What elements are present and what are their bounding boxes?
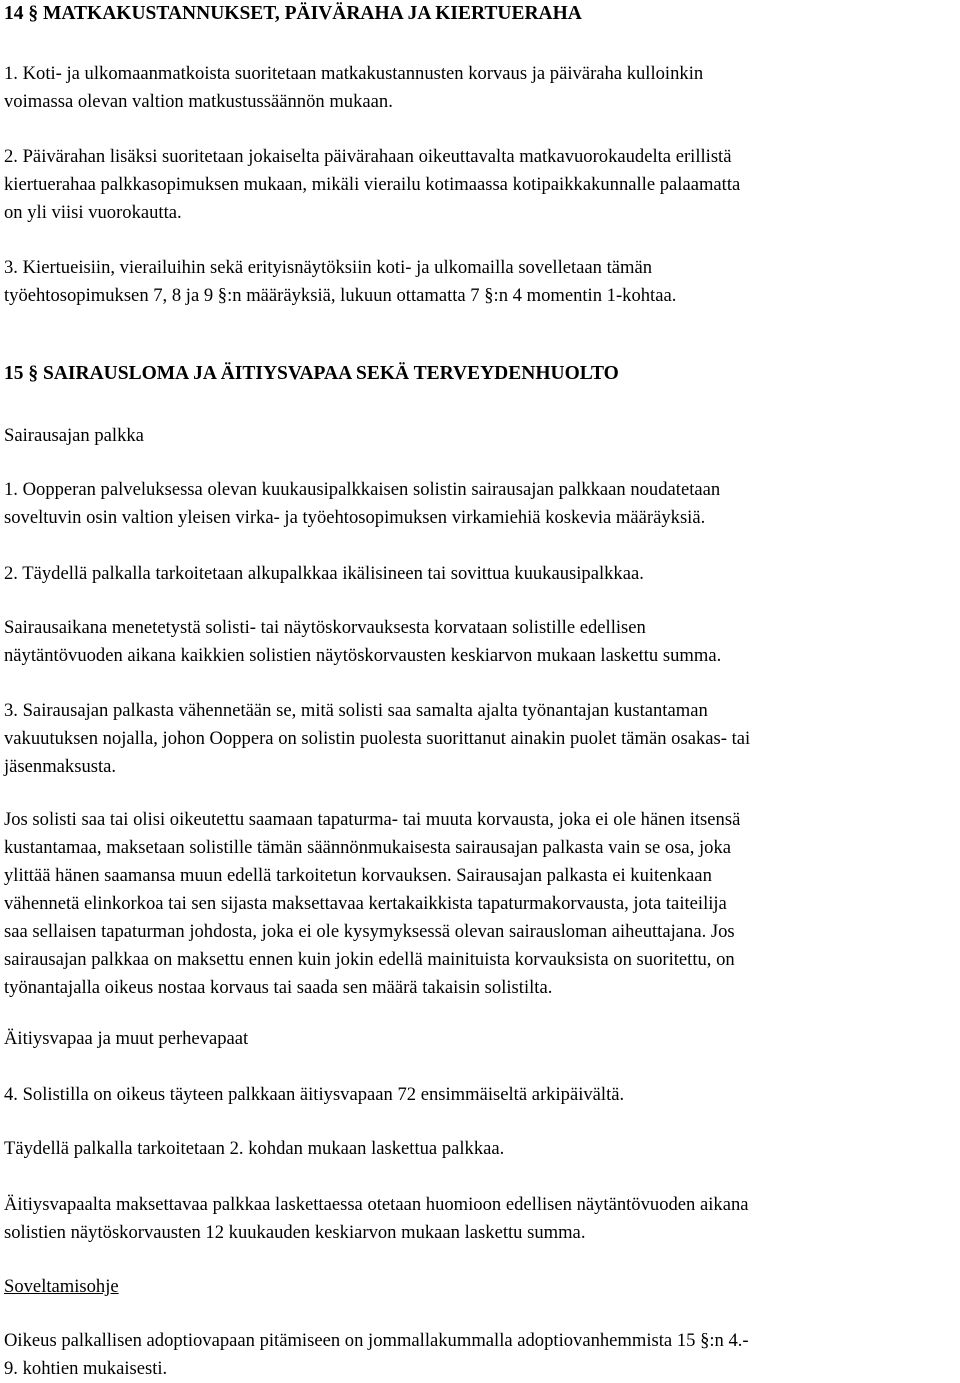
section-15-heading: 15 § SAIRAUSLOMA JA ÄITIYSVAPAA SEKÄ TERVEYDENHUOLTO bbox=[4, 363, 619, 384]
section-15-paragraph-5: Oikeus palkallisen adoptiovapaan pitämiseen on jommallakummalla adoptiovanhemmista 15 §:n 4.- 9. kohtien mukaisesti. bbox=[4, 1330, 749, 1379]
subheading-sick-pay: Sairausajan palkka bbox=[4, 425, 144, 446]
section-15-paragraph-1: 1. Oopperan palveluksessa olevan kuukausipalkkaisen solistin sairausajan palkkaan noudatetaan soveltuvin osin valtion yleisen virka- ja työehtosopimuksen virkamiehiä koskevia määräyksiä. bbox=[4, 479, 721, 528]
section-15-paragraph-2b: Sairausaikana menetetystä solisti- tai näytöskorvauksesta korvataan solistille edellisen näytäntövuoden aikana kaikkien solistien näytöskorvausten keskiarvon mukaan laskettu summa. bbox=[4, 617, 722, 666]
section-15-paragraph-4c: Äitiysvapaalta maksettavaa palkkaa laskettaessa otetaan huomioon edellisen näytäntövuoden aikana solistien näytöskorvausten 12 kuukauden keskiarvon mukaan laskettu summa. bbox=[4, 1194, 749, 1243]
section-15-paragraph-4: 4. Solistilla on oikeus täyteen palkkaan äitiysvapaan 72 ensimmäiseltä arkipäivältä. bbox=[4, 1084, 625, 1105]
subheading-application-guideline: Soveltamisohje bbox=[4, 1276, 119, 1297]
section-15-paragraph-3b: Jos solisti saa tai olisi oikeutettu saamaan tapaturma- tai muuta korvausta, joka ei ole hänen itsensä kustantamaa, maksetaan solistille tämän säännönmukaisesta sairausajan palkasta vain se osa, joka ylittää hänen saamansa muun edellä tarkoitetun korvauksen. Sairausajan palkasta ei kuitenkaan vähennetä elinkorkoa tai sen sijasta maksettavaa kertakaikkista tapaturmakorvausta, jota taiteilija saa sellaisen tapaturman johdosta, joka ei ole kysymyksessä olevan sairausloman aiheuttajana. Jos sairausajan palkkaa on maksettu ennen kuin jokin edellä mainituista korvauksista on suoritettu, on työnantajalla oikeus nostaa korvaus tai saada sen määrä takaisin solistilta. bbox=[4, 809, 741, 998]
section-14-paragraph-1: 1. Koti- ja ulkomaanmatkoista suoritetaan matkakustannusten korvaus ja päiväraha kulloinkin voimassa olevan valtion matkustussäännön mukaan. bbox=[4, 63, 704, 112]
subheading-maternity-leave: Äitiysvapaa ja muut perhevapaat bbox=[4, 1028, 249, 1049]
section-15-paragraph-3: 3. Sairausajan palkasta vähennetään se, mitä solisti saa samalta ajalta työnantajan kustantaman vakuutuksen nojalla, johon Ooppera on solistin puolesta suorittanut ainakin puolet tämän osakas- tai jäsenmaksusta. bbox=[4, 700, 751, 777]
section-14-heading: 14 § MATKAKUSTANNUKSET, PÄIVÄRAHA JA KIERTUERAHA bbox=[4, 3, 582, 24]
section-15-paragraph-4b: Täydellä palkalla tarkoitetaan 2. kohdan mukaan laskettua palkkaa. bbox=[4, 1138, 505, 1159]
section-14-paragraph-3: 3. Kiertueisiin, vierailuihin sekä erityisnäytöksiin koti- ja ulkomailla sovelletaan tämän työehtosopimuksen 7, 8 ja 9 §:n määräyksiä, lukuun ottamatta 7 §:n 4 momentin 1-kohtaa. bbox=[4, 257, 677, 306]
section-14-paragraph-2: 2. Päivärahan lisäksi suoritetaan jokaiselta päivärahaan oikeuttavalta matkavuorokaudelta erillistä kiertuerahaa palkkasopimuksen mukaan, mikäli vierailu kotimaassa kotipaikkakunnalle palaamatta on yli viisi vuorokautta. bbox=[4, 146, 741, 223]
section-15-paragraph-2: 2. Täydellä palkalla tarkoitetaan alkupalkkaa ikälisineen tai sovittua kuukausipalkkaa. bbox=[4, 563, 644, 584]
